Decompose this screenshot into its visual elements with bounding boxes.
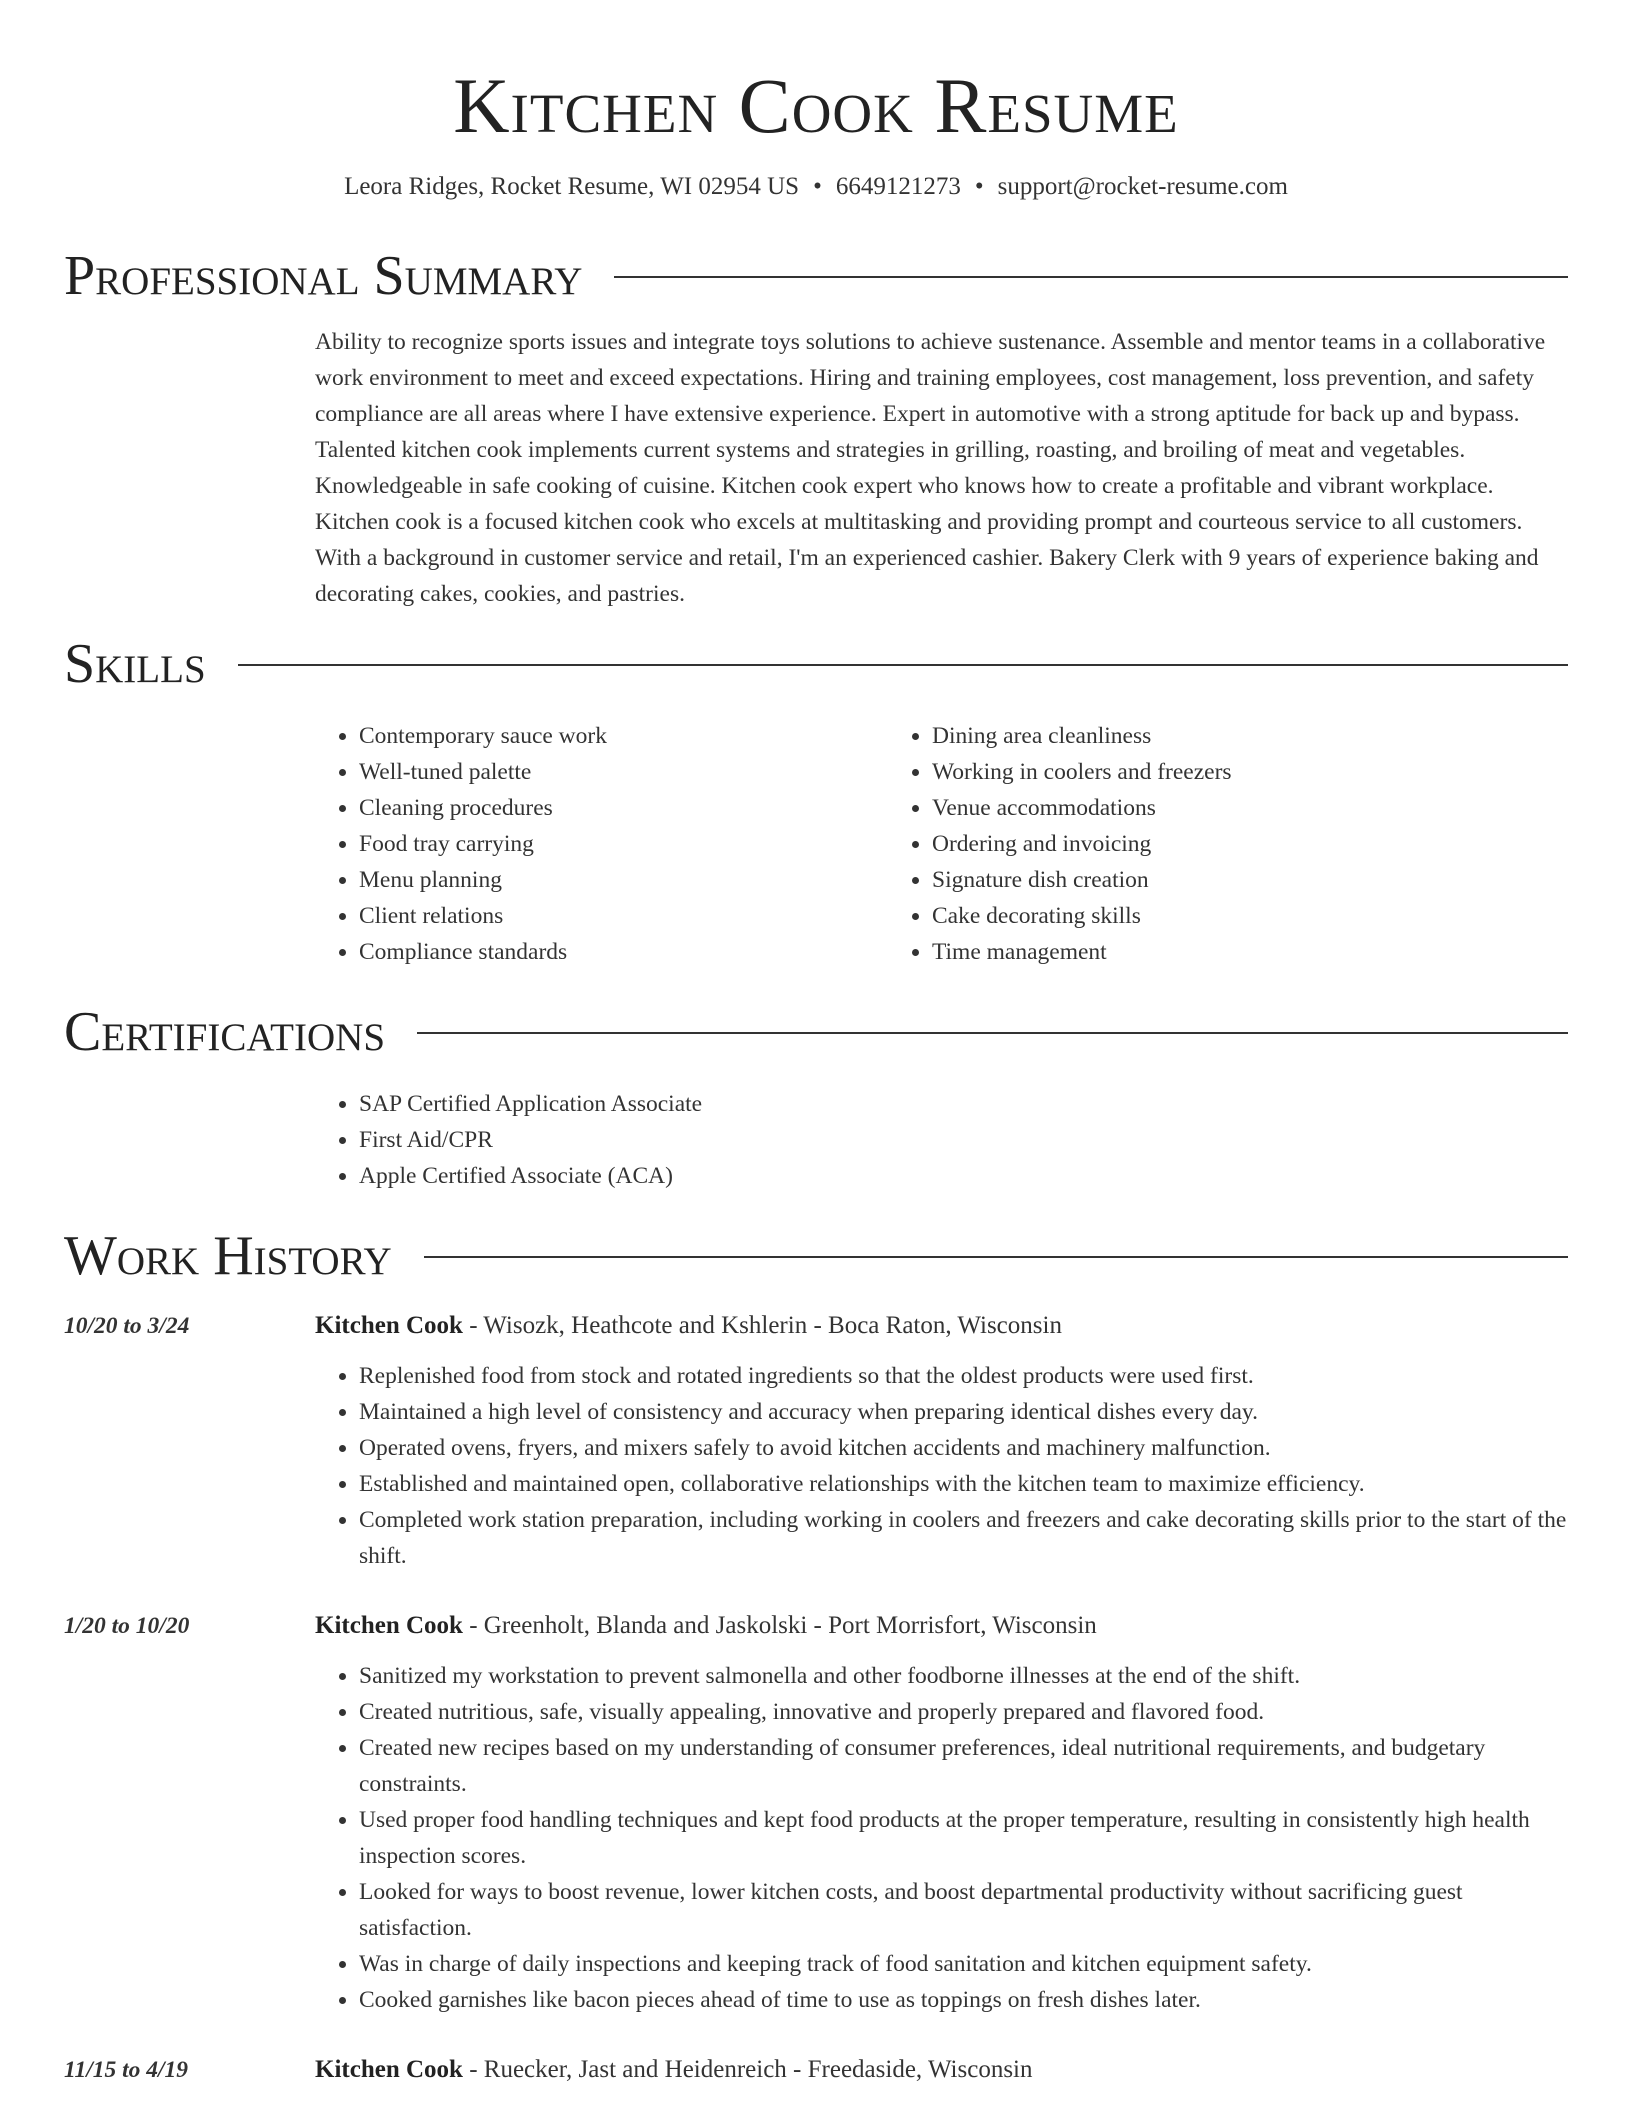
job-dates: 10/20 to 3/24 [64,1313,190,1339]
skills-section-header [64,632,1568,696]
job-title-line [315,1308,1568,1344]
job-role: Kitchen Cook [315,1312,463,1339]
contact-address: Leora Ridges, Rocket Resume, WI 02954 US [344,173,800,200]
skills-list [315,718,1568,970]
job-title-line [315,2052,1568,2088]
job-duty-item: • Established and maintained open, collaborative relationships with the kitchen team to maximize efficiency. [359,1466,1568,1502]
job-entry [64,1608,1568,2018]
job-role: Kitchen Cook [315,1612,463,1639]
summary-heading: Professional Summary [64,245,583,307]
section-divider [417,1032,1568,1034]
job-duty-item: • Replenished food from stock and rotated ingredients so that the oldest products were used first. [359,1358,1568,1394]
job-duty-item: • Sanitized my workstation to prevent salmonella and other foodborne illnesses at the end of the shift. [359,1658,1568,1694]
skill-item: • Contemporary sauce work [359,718,888,754]
job-body [315,2052,1568,2088]
certification-item: • Apple Certified Associate (ACA) [359,1158,1568,1194]
job-role: Kitchen Cook [315,2056,463,2083]
summary-section-header [64,244,1568,308]
skill-item: • Client relations [359,898,888,934]
job-body [315,1608,1568,2018]
skill-item: • Food tray carrying [359,826,888,862]
job-dates: 1/20 to 10/20 [64,1613,190,1639]
certifications-section-header [64,1000,1568,1064]
section-divider [424,1256,1568,1258]
job-duty-item: • Created new recipes based on my understanding of consumer preferences, ideal nutritional requirements, and budgetary constraints. [359,1730,1568,1802]
job-duty-item: • Was in charge of daily inspections and keeping track of food sanitation and kitchen equipment safety. [359,1946,1568,1982]
skill-item: • Compliance standards [359,934,888,970]
skills-column-left [315,718,888,970]
skill-item: • Menu planning [359,862,888,898]
work-history-section-header [64,1224,1568,1288]
skill-item: • Ordering and invoicing [932,826,1528,862]
skills-heading: Skills [64,633,206,695]
job-duty-item: • Cooked garnishes like bacon pieces ahead of time to use as toppings on fresh dishes later. [359,1982,1568,2018]
skill-item: • Time management [932,934,1528,970]
job-duty-item: • Completed work station preparation, including working in coolers and freezers and cake decorating skills prior to the start of the shift. [359,1502,1568,1574]
skill-item: • Dining area cleanliness [932,718,1528,754]
job-duties [315,1358,1568,1574]
job-title-line [315,1608,1568,1644]
contact-separator: • [813,173,822,200]
section-divider [614,276,1568,278]
skill-item: • Cleaning procedures [359,790,888,826]
job-entry [64,2052,1568,2088]
skill-item: • Venue accommodations [932,790,1528,826]
skill-item: • Working in coolers and freezers [932,754,1528,790]
job-employer: - Ruecker, Jast and Heidenreich - Freedaside, Wisconsin [462,2056,1033,2083]
job-employer: - Greenholt, Blanda and Jaskolski - Port Morrisfort, Wisconsin [462,1612,1097,1639]
job-duty-item: • Used proper food handling techniques and kept food products at the proper temperature, resulting in consistently high health inspection scores. [359,1802,1568,1874]
skills-column-right [888,718,1528,970]
skill-item: • Cake decorating skills [932,898,1528,934]
certification-item: • SAP Certified Application Associate [359,1086,1568,1122]
job-body [315,1308,1568,1574]
certifications-heading: Certifications [64,1001,386,1063]
job-dates: 11/15 to 4/19 [64,2057,189,2083]
summary-text: Ability to recognize sports issues and integrate toys solutions to achieve sustenance. Assemble and mentor teams in a collaborative work environment to meet and exceed expectations. Hiring and training employees, cost management, loss prevention, and safety compliance are all areas where I have extensive experience. Expert in automotive with a strong aptitude for back up and bypass. Talented kitchen cook implements current systems and strategies in grilling, roasting, and broiling of meat and vegetables. Knowledgeable in safe cooking of cuisine. Kitchen cook expert who knows how to create a profitable and vibrant workplace. Kitchen cook is a focused kitchen cook who excels at multitasking and providing prompt and courteous service to all customers. With a background in customer service and retail, I'm an experienced cashier. Bakery Clerk with 9 years of experience baking and decorating cakes, cookies, and pastries. [315,329,1546,607]
job-duties [315,1658,1568,2018]
contact-email: support@rocket-resume.com [997,173,1288,200]
resume-page [64,0,1568,2088]
job-duty-item: • Looked for ways to boost revenue, lower kitchen costs, and boost departmental productivity without sacrificing guest satisfaction. [359,1874,1568,1946]
skill-item: • Well-tuned palette [359,754,888,790]
job-duty-item: • Operated ovens, fryers, and mixers safely to avoid kitchen accidents and machinery malfunction. [359,1430,1568,1466]
work-history-heading: Work History [64,1225,392,1287]
certification-item: • First Aid/CPR [359,1122,1568,1158]
certifications-list [315,1086,1568,1194]
section-divider [238,664,1568,666]
job-duty-item: • Maintained a high level of consistency and accuracy when preparing identical dishes every day. [359,1394,1568,1430]
contact-phone: 6649121273 [835,173,961,200]
job-duty-item: • Created nutritious, safe, visually appealing, innovative and properly prepared and flavored food. [359,1694,1568,1730]
job-entry [64,1308,1568,1574]
resume-title: Kitchen Cook Resume [453,62,1179,149]
skill-item: • Signature dish creation [932,862,1528,898]
contact-separator: • [974,173,984,200]
contact-line [64,170,1568,204]
job-employer: - Wisozk, Heathcote and Kshlerin - Boca Raton, Wisconsin [462,1312,1062,1339]
